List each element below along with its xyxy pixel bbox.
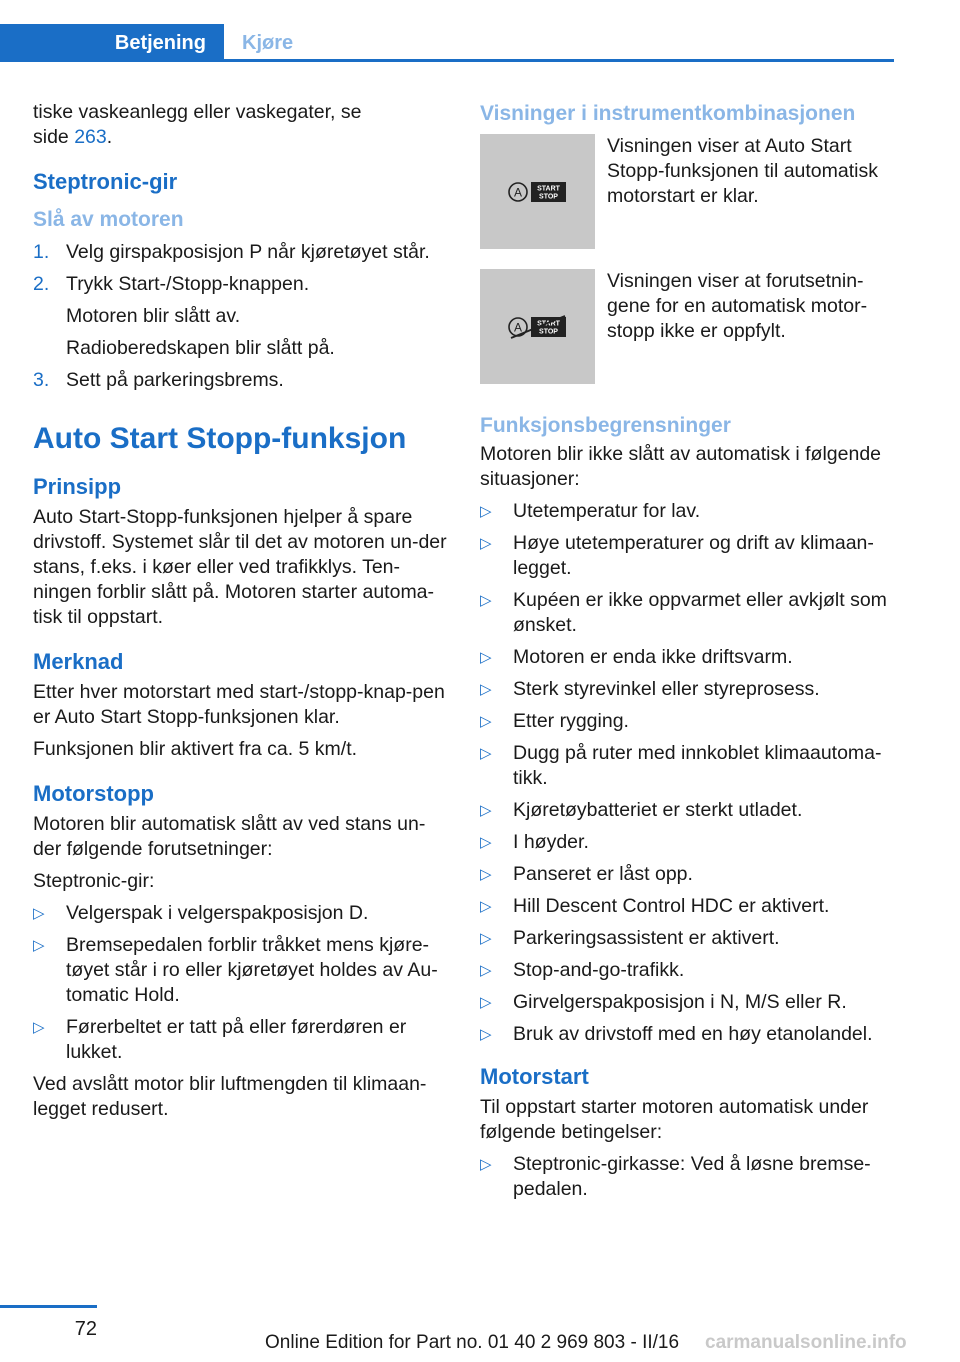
- begrensninger-list: [480, 499, 894, 1047]
- begrensninger-text: Motoren blir ikke slått av automatisk i følgende situasjoner:: [480, 443, 882, 490]
- merknad-text-1: Etter hver motorstart med start-/stopp-knap-pen er Auto Start Stopp-funksjonen klar.: [33, 681, 445, 728]
- triangle-bullet-icon: ▷: [480, 713, 492, 730]
- list-item-text: Bruk av drivstoff med en høy etanolandel.: [513, 1023, 873, 1045]
- list-item: [480, 926, 894, 951]
- icon-line-stop: STOP: [538, 193, 558, 200]
- intro-text: tiske vaskeanlegg eller vaskegater, se: [33, 101, 362, 123]
- step2-sub2: Radioberedskapen blir slått på.: [66, 337, 335, 359]
- list-item: [480, 1152, 894, 1202]
- steptronic-label: Steptronic-gir:: [33, 870, 155, 892]
- list-item: [480, 862, 894, 887]
- list-item: [480, 677, 894, 702]
- heading-merknad: Merknad: [33, 649, 124, 674]
- auto-start-stop-crossed-icon: [508, 315, 568, 339]
- motorstopp-text: Motoren blir automatisk slått av ved stans un-der følgende forutsetninger:: [33, 813, 426, 860]
- closing-text: Ved avslått motor blir luftmengden til klimaan-legget redusert.: [33, 1073, 427, 1120]
- step-text: Trykk Start-/Stopp-knappen.: [66, 273, 310, 295]
- step-item: [33, 272, 449, 297]
- step-item: [33, 240, 449, 265]
- list-item: [480, 531, 894, 581]
- list-item: [480, 1022, 894, 1047]
- display-row-not-met: [480, 269, 894, 384]
- list-item-text: I høyder.: [513, 831, 589, 853]
- list-item-text: Bremsepedalen forblir tråkket mens kjøre-tøyet står i ro eller kjøretøyet holdes av Au-tomatic Hold.: [66, 934, 438, 1006]
- triangle-bullet-icon: ▷: [480, 681, 492, 698]
- list-item: [480, 645, 894, 670]
- list-item: [33, 933, 449, 1008]
- list-item-text: Stop-and-go-trafikk.: [513, 959, 685, 981]
- icon-letter: A: [513, 320, 522, 334]
- list-item-text: Dugg på ruter med innkoblet klimaautoma-tikk.: [513, 742, 882, 789]
- heading-motorstopp: Motorstopp: [33, 781, 154, 806]
- left-column: [33, 100, 449, 1129]
- watermark: carmanualsonline.info: [705, 1332, 907, 1353]
- icon-line-stop: STOP: [538, 328, 558, 335]
- triangle-bullet-icon: ▷: [480, 592, 492, 609]
- step-number: 3.: [33, 369, 50, 391]
- list-item-text: Førerbeltet er tatt på eller førerdøren er lukket.: [66, 1016, 407, 1063]
- list-item: [33, 1015, 449, 1065]
- tab-betjening[interactable]: Betjening: [0, 24, 224, 62]
- list-item: [480, 958, 894, 983]
- list-item-text: Motoren er enda ikke driftsvarm.: [513, 646, 793, 668]
- list-item-text: Steptronic-girkasse: Ved å løsne bremse-pedalen.: [513, 1153, 871, 1200]
- intro-paragraph: [33, 100, 449, 150]
- step-text: Sett på parkeringsbrems.: [66, 369, 284, 391]
- triangle-bullet-icon: ▷: [480, 930, 492, 947]
- triangle-bullet-icon: ▷: [480, 1156, 492, 1173]
- motorstopp-list: [33, 901, 449, 1065]
- list-item: [480, 741, 894, 791]
- heading-auto-start-stopp: Auto Start Stopp-funksjon: [33, 422, 407, 455]
- list-item: [33, 901, 449, 926]
- display-image-not-met: [480, 269, 595, 384]
- chapter-tab-bar: [0, 24, 894, 62]
- triangle-bullet-icon: ▷: [480, 834, 492, 851]
- triangle-bullet-icon: ▷: [480, 535, 492, 552]
- triangle-bullet-icon: ▷: [480, 898, 492, 915]
- list-item-text: Girvelgerspakposisjon i N, M/S eller R.: [513, 991, 847, 1013]
- auto-start-stop-icon: [508, 180, 568, 204]
- list-item-text: Kjøretøybatteriet er sterkt utladet.: [513, 799, 803, 821]
- merknad-text-2: Funksjonen blir aktivert fra ca. 5 km/t.: [33, 738, 358, 760]
- footer-rule: [0, 1305, 97, 1308]
- list-item-text: Parkeringsassistent er aktivert.: [513, 927, 780, 949]
- triangle-bullet-icon: ▷: [33, 905, 45, 922]
- icon-line-start: START: [536, 185, 560, 192]
- step-item: [33, 368, 449, 393]
- heading-sla-av-motoren: Slå av motoren: [33, 208, 184, 231]
- heading-funksjonsbegrensninger: Funksjonsbegrensninger: [480, 414, 731, 437]
- heading-steptronic: Steptronic-gir: [33, 169, 178, 194]
- icon-letter: A: [513, 185, 522, 199]
- right-column: [480, 100, 894, 1209]
- page-link-263[interactable]: 263: [74, 126, 107, 148]
- triangle-bullet-icon: ▷: [480, 1026, 492, 1043]
- heading-prinsipp: Prinsipp: [33, 474, 122, 499]
- heading-visninger: Visninger i instrumentkombinasjonen: [480, 102, 856, 125]
- shutdown-steps: [33, 240, 449, 297]
- triangle-bullet-icon: ▷: [33, 937, 45, 954]
- triangle-bullet-icon: ▷: [480, 745, 492, 762]
- intro-page-suffix: .: [106, 126, 113, 148]
- page-number: 72: [74, 1318, 97, 1340]
- triangle-bullet-icon: ▷: [33, 1019, 45, 1036]
- step2-sub1: Motoren blir slått av.: [66, 305, 241, 327]
- motorstart-list: [480, 1152, 894, 1202]
- step-text: Velg girspakposisjon P når kjøretøyet står.: [66, 241, 430, 263]
- list-item: [480, 798, 894, 823]
- triangle-bullet-icon: ▷: [480, 649, 492, 666]
- list-item-text: Kupéen er ikke oppvarmet eller avkjølt som ønsket.: [513, 589, 887, 636]
- triangle-bullet-icon: ▷: [480, 866, 492, 883]
- step-number: 1.: [33, 241, 50, 263]
- display-text-ready: Visningen viser at Auto Start Stopp-funksjonen til automatisk motorstart er klar.: [607, 135, 878, 207]
- display-row-ready: [480, 134, 894, 249]
- list-item: [480, 709, 894, 734]
- list-item: [480, 588, 894, 638]
- list-item: [480, 990, 894, 1015]
- heading-motorstart: Motorstart: [480, 1064, 589, 1089]
- display-text-not-met: Visningen viser at forutsetnin-gene for en automatisk motor-stopp ikke er oppfylt.: [607, 270, 868, 342]
- step-number: 2.: [33, 273, 50, 295]
- list-item: [480, 499, 894, 524]
- list-item-text: Høye utetemperaturer og drift av klimaan-legget.: [513, 532, 874, 579]
- list-item-text: Hill Descent Control HDC er aktivert.: [513, 895, 830, 917]
- edition-text: Online Edition for Part no. 01 40 2 969 803 - II/16: [265, 1332, 680, 1353]
- intro-page-prefix: side: [33, 126, 75, 148]
- tab-kjore[interactable]: Kjøre: [242, 31, 294, 54]
- triangle-bullet-icon: ▷: [480, 802, 492, 819]
- icon-line-start: START: [536, 320, 560, 327]
- prinsipp-text: Auto Start-Stopp-funksjonen hjelper å spare drivstoff. Systemet slår til det av motoren un-der stans, f.eks. i køer eller ved trafikklys. Ten-ningen forblir slått på. Motoren starter automa-tisk til oppstart.: [33, 506, 447, 628]
- list-item-text: Sterk styrevinkel eller styreprosess.: [513, 678, 820, 700]
- list-item-text: Etter rygging.: [513, 710, 629, 732]
- triangle-bullet-icon: ▷: [480, 962, 492, 979]
- list-item: [480, 894, 894, 919]
- shutdown-steps-cont: [33, 368, 449, 393]
- triangle-bullet-icon: ▷: [480, 994, 492, 1011]
- list-item-text: Velgerspak i velgerspakposisjon D.: [66, 902, 369, 924]
- triangle-bullet-icon: ▷: [480, 503, 492, 520]
- motorstart-text: Til oppstart starter motoren automatisk under følgende betingelser:: [480, 1096, 869, 1143]
- list-item-text: Utetemperatur for lav.: [513, 500, 701, 522]
- display-image-ready: [480, 134, 595, 249]
- list-item: [480, 830, 894, 855]
- list-item-text: Panseret er låst opp.: [513, 863, 693, 885]
